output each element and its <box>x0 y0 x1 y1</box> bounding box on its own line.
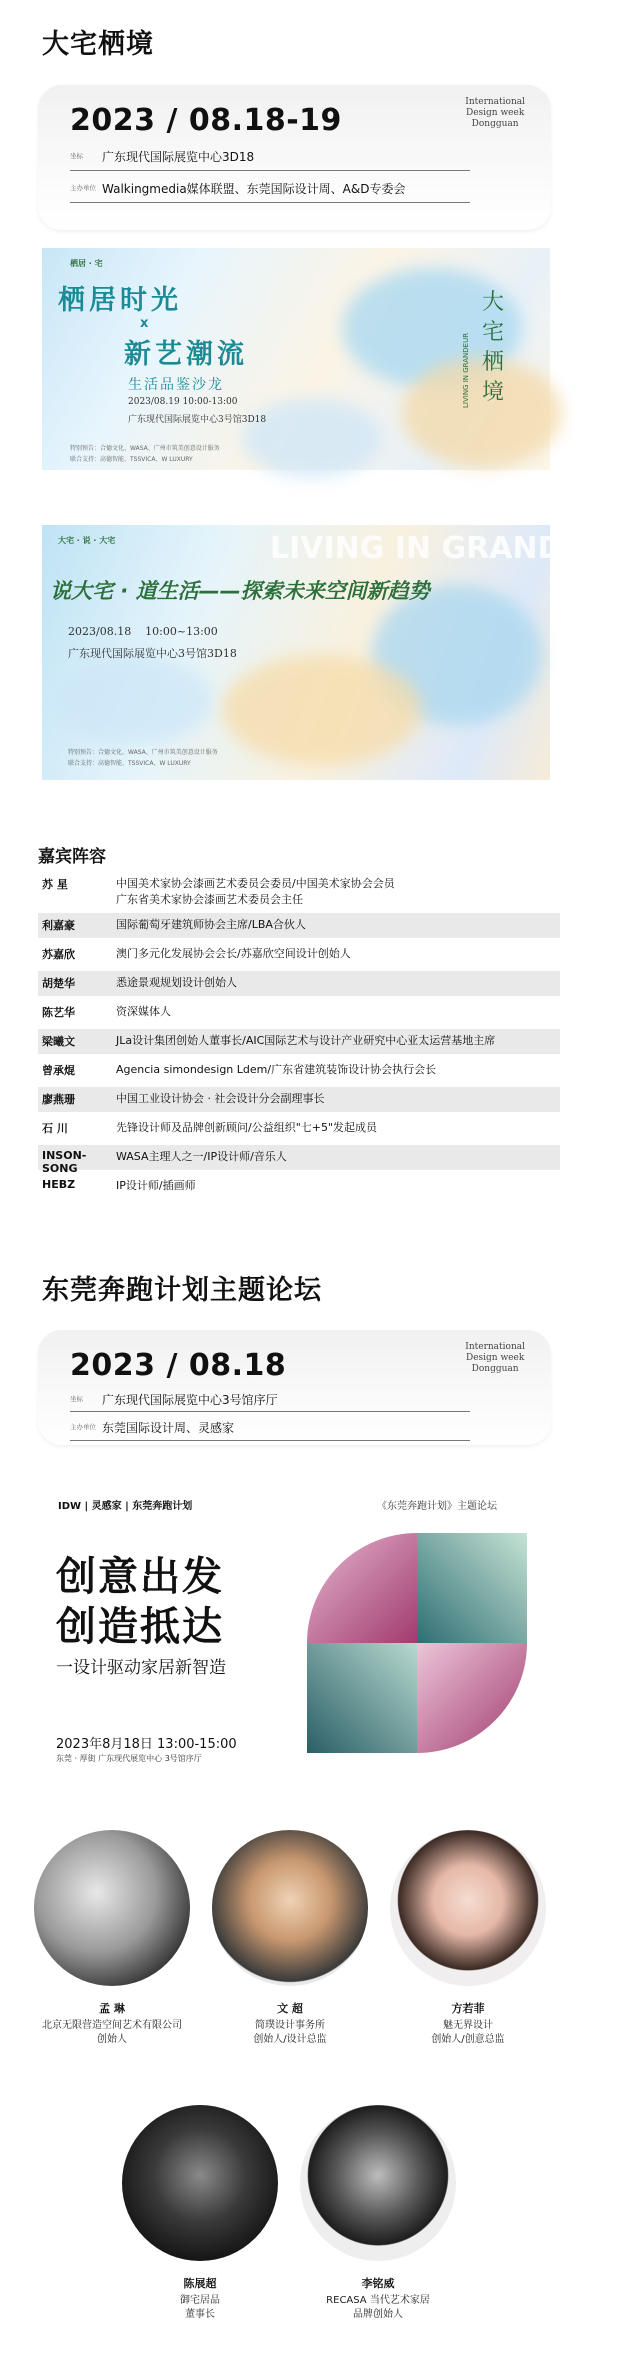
organizer-text: 东莞国际设计周、灵感家 <box>102 1420 235 1435</box>
venue-row <box>70 143 510 169</box>
speaker-card <box>27 1830 197 2047</box>
speaker-role <box>293 2294 463 2322</box>
poster-title-line2: 新艺潮流 <box>124 339 248 370</box>
poster-tag: 栖居 · 宅 <box>70 259 103 268</box>
poster-title-line1: 栖居时光 <box>58 285 182 316</box>
guests-title: 嘉宾阵容 <box>38 847 106 867</box>
speaker-role <box>205 2019 375 2047</box>
guest-description-line: 广东省美术家协会漆画艺术委员会主任 <box>116 893 303 906</box>
speaker-role <box>115 2294 285 2322</box>
salon-poster-1 <box>42 248 550 470</box>
event-card-2 <box>38 1330 551 1445</box>
poster-venue: 广东现代国际展览中心3号馆3D18 <box>128 415 267 425</box>
guest-description-line: 澳门多元化发展协会会长/苏嘉欣空间设计创始人 <box>116 947 351 960</box>
venue-row <box>70 1386 510 1412</box>
guest-name: INSON-SONG <box>42 1149 87 1175</box>
poster-vertical-en: LIVING IN GRANDEUR <box>462 332 470 408</box>
speaker-avatar <box>34 1830 190 1986</box>
guest-description <box>116 946 351 962</box>
section-title-grand-residence: 大宅栖境 <box>42 29 154 60</box>
speaker-card <box>383 1830 553 2047</box>
speaker-name: 方若菲 <box>451 2002 485 2015</box>
guest-name: 胡楚华 <box>42 977 75 990</box>
poster-credits-1: 特别预告：合德文化、WASA、广州市筑美创意设计服务 <box>70 445 220 452</box>
forum-poster <box>42 1475 550 1785</box>
guest-description-line: 中国工业设计协会 · 社会设计分会副理事长 <box>116 1092 325 1105</box>
forum-datetime: 2023年8月18日 13:00-15:00 <box>56 1737 237 1752</box>
divider <box>70 202 470 203</box>
speaker-role-line: 创始人/创意总监 <box>431 2034 505 2045</box>
guest-description-line: 先锋设计师及品牌创新顾问/公益组织"七+5"发起成员 <box>116 1121 378 1134</box>
event-date: 2023 / 08.18 <box>70 1348 287 1383</box>
guest-name: 廖燕珊 <box>42 1093 75 1106</box>
speaker-card <box>205 1830 375 2047</box>
divider <box>70 170 470 171</box>
event-card-1 <box>38 85 551 230</box>
forum-series: 《东莞奔跑计划》主题论坛 <box>377 1501 497 1512</box>
guest-description <box>116 1149 287 1165</box>
poster-vertical-brand: 大宅栖境 <box>482 290 505 405</box>
poster-watermark: LIVING IN GRANDEUR <box>270 531 630 566</box>
speaker-role-line: RECASA 当代艺术家居 <box>326 2295 430 2306</box>
guest-name: 苏嘉欣 <box>42 948 75 961</box>
speaker-role-line: 魅无界设计 <box>443 2020 493 2031</box>
guest-description <box>116 1178 196 1194</box>
section-title-forum: 东莞奔跑计划主题论坛 <box>42 1275 322 1306</box>
guest-row <box>38 1029 560 1054</box>
forum-geometric-artwork <box>297 1523 537 1763</box>
guest-description <box>116 917 306 933</box>
guest-row <box>38 971 560 996</box>
speaker-name: 李铭威 <box>361 2277 395 2290</box>
guest-row <box>38 1116 560 1141</box>
guest-row <box>38 942 560 967</box>
guest-description <box>116 1004 171 1020</box>
forum-venue: 东莞 · 厚街 广东现代展览中心 3号馆序厅 <box>56 1754 202 1763</box>
guest-description <box>116 1062 436 1078</box>
guest-name: 利嘉豪 <box>42 919 75 932</box>
guest-row <box>38 913 560 938</box>
speaker-card <box>293 2105 463 2322</box>
guest-description-line: 中国美术家协会漆画艺术委员会委员/中国美术家协会会员 <box>116 877 395 890</box>
venue-text: 广东现代国际展览中心3D18 <box>102 149 255 164</box>
guest-description-line: Agencia simondesign Ldem/广东省建筑装饰设计协会执行会长 <box>116 1063 437 1076</box>
speaker-role-line: 品牌创始人 <box>353 2309 403 2320</box>
poster-x-mark: x <box>140 316 149 331</box>
guest-name: 曾承焜 <box>42 1064 75 1077</box>
poster-credits-2: 联合支持：高德智能、TSSVICA、W LUXURY <box>70 456 193 463</box>
poster-datetime: 2023/08.19 10:00-13:00 <box>128 397 238 407</box>
poster-credits-1: 特别预告：合德文化、WASA、广州市筑美创意设计服务 <box>68 749 218 756</box>
guest-name: 梁曦文 <box>42 1035 75 1048</box>
guest-name: 陈艺华 <box>42 1006 75 1019</box>
forum-tagline: 一设计驱动家居新智造 <box>56 1658 226 1678</box>
organizer-label: 主办单位 <box>70 1422 96 1431</box>
guest-row <box>38 1058 560 1083</box>
venue-label: 坐标 <box>70 151 83 160</box>
organizer-row <box>70 175 510 201</box>
guest-description <box>116 1120 377 1136</box>
guest-description-line: JLa设计集团创始人董事长/AIC国际艺术与设计产业研究中心亚太运营基地主席 <box>116 1034 496 1047</box>
guest-row <box>38 1087 560 1112</box>
guest-name: 石 川 <box>42 1122 68 1135</box>
guest-description-line: 资深媒体人 <box>116 1005 171 1018</box>
speaker-avatar <box>300 2105 456 2261</box>
divider <box>70 1411 470 1412</box>
guest-description-line: 国际葡萄牙建筑师协会主席/LBA合伙人 <box>116 918 306 931</box>
venue-label: 坐标 <box>70 1394 83 1403</box>
speaker-name: 文 超 <box>277 2002 303 2015</box>
event-date: 2023 / 08.18-19 <box>70 103 342 138</box>
speaker-name: 陈展超 <box>183 2277 217 2290</box>
speaker-avatar <box>212 1830 368 1986</box>
guest-description-line: WASA主理人之一/IP设计师/音乐人 <box>116 1150 287 1163</box>
guest-description <box>116 876 395 908</box>
poster-venue: 广东现代国际展览中心3号馆3D18 <box>68 647 237 660</box>
guest-description-line: 悉途景观规划设计创始人 <box>116 976 237 989</box>
forum-headline-2: 创造抵达 <box>56 1604 224 1650</box>
speaker-role-line: 简璞设计事务所 <box>255 2020 325 2031</box>
poster-tags: 大宅 · 说 · 大宅 <box>58 536 116 545</box>
guest-row <box>38 1145 560 1175</box>
salon-poster-2 <box>42 525 630 780</box>
guest-description <box>116 1091 325 1107</box>
poster-headline: 说大宅 · 道生活——探索未来空间新趋势 <box>50 579 430 603</box>
divider <box>70 1440 470 1441</box>
venue-text: 广东现代国际展览中心3号馆序厅 <box>102 1392 278 1407</box>
speaker-card <box>115 2105 285 2322</box>
forum-headline-1: 创意出发 <box>56 1554 224 1600</box>
speaker-role-line: 创始人 <box>97 2034 127 2045</box>
poster-credits-2: 联合支持：高德智能、TSSVICA、W LUXURY <box>68 760 191 767</box>
forum-logos: IDW | 灵感家 | 东莞奔跑计划 <box>58 1501 193 1512</box>
guest-row <box>38 873 560 909</box>
guest-name: HEBZ <box>42 1178 76 1191</box>
organizer-text: Walkingmedia媒体联盟、东莞国际设计周、A&D专委会 <box>102 181 406 196</box>
guest-name: 苏 星 <box>42 878 68 891</box>
speaker-name: 孟 琳 <box>99 2002 125 2015</box>
speaker-role-line: 董事长 <box>185 2309 215 2320</box>
idw-brand-mark: International Design week Dongguan <box>465 1342 525 1374</box>
speaker-avatar <box>122 2105 278 2261</box>
speaker-role-line: 创始人/设计总监 <box>253 2034 327 2045</box>
guest-description <box>116 975 237 991</box>
organizer-row <box>70 1414 510 1440</box>
guest-description-line: IP设计师/插画师 <box>116 1179 196 1192</box>
organizer-label: 主办单位 <box>70 183 96 192</box>
speaker-role-line: 御宅居品 <box>180 2295 220 2306</box>
speaker-role-line: 北京无限营造空间艺术有限公司 <box>42 2020 182 2031</box>
guest-row <box>38 1174 560 1199</box>
guest-row <box>38 1000 560 1025</box>
speaker-role <box>27 2019 197 2047</box>
idw-brand-mark: International Design week Dongguan <box>465 97 525 129</box>
speaker-avatar <box>390 1830 546 1986</box>
poster-datetime: 2023/08.18 10:00~13:00 <box>68 625 218 638</box>
guest-description <box>116 1033 495 1049</box>
poster-subtitle: 生活品鉴沙龙 <box>128 377 224 393</box>
speaker-role <box>383 2019 553 2047</box>
